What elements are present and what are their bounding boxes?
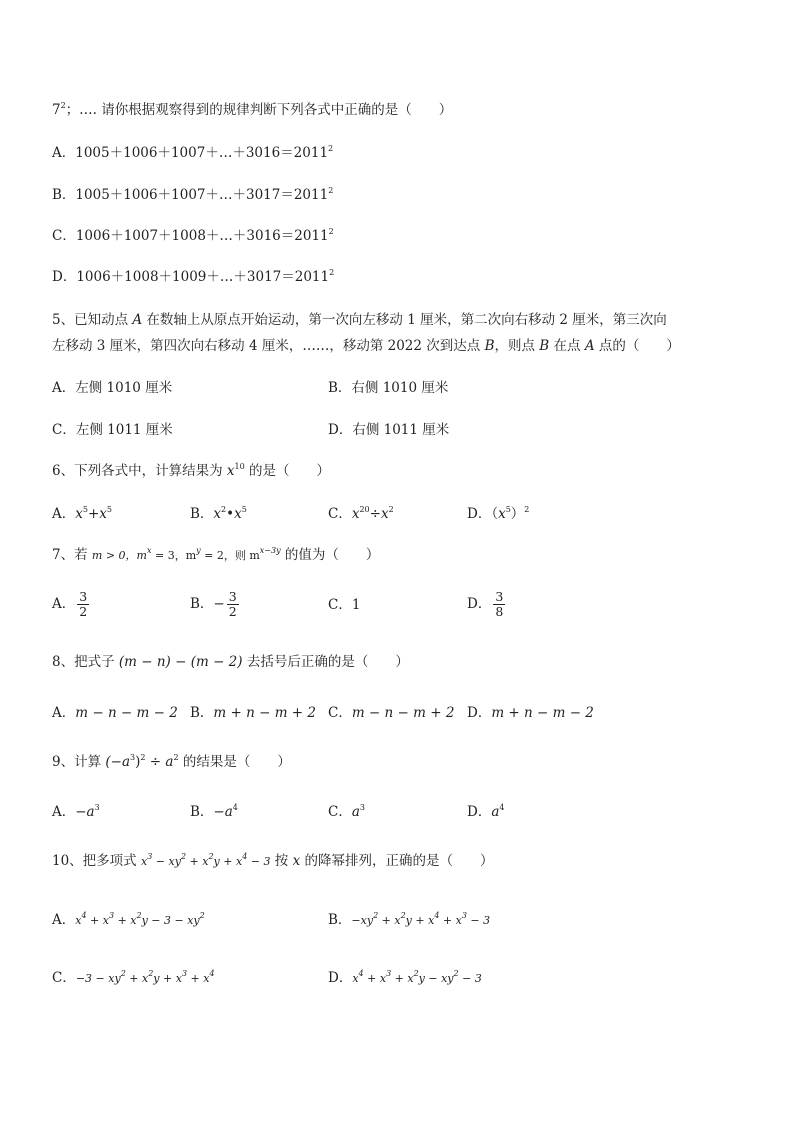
q7-option-a: A． $\frac{3}{2}$ <box>52 589 88 619</box>
q5-option-c: C．左侧 1011 厘米 <box>52 422 173 438</box>
q5-option-d: D．右侧 1011 厘米 <box>328 422 450 438</box>
q10-option-d: D．$x^4 + x^3 + x^2y - xy^2 - 3$ <box>328 969 482 986</box>
q8-option-b: B．m + n − m + 2 <box>190 705 316 721</box>
q10-option-b: B．$-xy^2 + x^2y + x^4 + x^3 - 3$ <box>328 911 491 928</box>
q7-option-c: C．1 <box>328 597 361 613</box>
q10-stem: 10、把多项式 $x^3 - xy^2 + x^2y + x^4 - 3$ 按 x 的降幂排列，正确的是（ ） <box>52 852 494 869</box>
q8-option-c: C．m − n − m + 2 <box>328 705 455 721</box>
q6-option-b: B．$x^2•x^5$ <box>190 505 247 522</box>
q9-option-b: B．$-a^4$ <box>190 803 238 820</box>
q9-option-d: D．$a^4$ <box>467 803 505 820</box>
q4-option-d: D．$1006+1008+1009+\dots+3017=2011^2$ <box>52 268 335 285</box>
q4-option-c: C．$1006+1007+1008+\dots+3016=2011^2$ <box>52 227 334 244</box>
q8-option-a: A．m − n − m − 2 <box>52 705 178 721</box>
q7-option-b: B．− $\frac{3}{2}$ <box>190 589 237 619</box>
q4-option-b: B．$1005+1006+1007+\dots+3017=2011^2$ <box>52 186 334 203</box>
q4-stem: $7^2$；…. 请你根据观察得到的规律判断下列各式中正确的是（ ） <box>52 101 453 118</box>
q7-d-fraction: $\frac{3}{8}$ <box>495 589 504 619</box>
q7-stem: 7、若 m > 0，$m^x = 3$，$m^y = 2$，则 $m^{x-3y}$ 的值为（ ） <box>52 546 380 563</box>
q6-option-d: D．$(x^5)^2$ <box>467 505 530 522</box>
q7-option-d: D． $\frac{3}{8}$ <box>467 589 504 619</box>
q8-option-d: D．m + n − m − 2 <box>467 705 594 721</box>
q4-option-a: A．$1005+1006+1007+\dots+3016=2011^2$ <box>52 144 334 161</box>
q9-option-c: C．$a^3$ <box>328 803 365 820</box>
q7-a-fraction: $\frac{3}{2}$ <box>79 589 88 619</box>
q9-stem: 9、计算 $(-a^3)^2 \div a^2$ 的结果是（ ） <box>52 753 291 770</box>
q8-stem: 8、把式子 (m − n) − (m − 2) 去括号后正确的是（ ） <box>52 654 409 670</box>
q6-option-a: A．$x^5+x^5$ <box>52 505 112 522</box>
q6-option-c: C．$x^{20}\div x^2$ <box>328 505 394 522</box>
q9-option-a: A．$-a^3$ <box>52 803 100 820</box>
q10-option-a: A．$x^4 + x^3 + x^2y - 3 - xy^2$ <box>52 911 205 928</box>
q7-b-fraction: $\frac{3}{2}$ <box>228 589 237 619</box>
q5-option-b: B．右侧 1010 厘米 <box>328 380 449 396</box>
q5-option-a: A．左侧 1010 厘米 <box>52 380 173 396</box>
q6-stem: 6、下列各式中，计算结果为 $x^{10}$ 的是（ ） <box>52 462 330 479</box>
q5-stem-line2: 左移动 3 厘米，第四次向右移动 4 厘米，……，移动第 2022 次到达点 B，则点 B 在点 A 点的（ ） <box>52 338 680 354</box>
q5-stem-line1: 5、已知动点 A 在数轴上从原点开始运动，第一次向左移动 1 厘米，第二次向右移动 2 厘米，第三次向 <box>52 312 667 328</box>
q10-option-c: C．$-3 - xy^2 + x^2y + x^3 + x^4$ <box>52 969 215 986</box>
